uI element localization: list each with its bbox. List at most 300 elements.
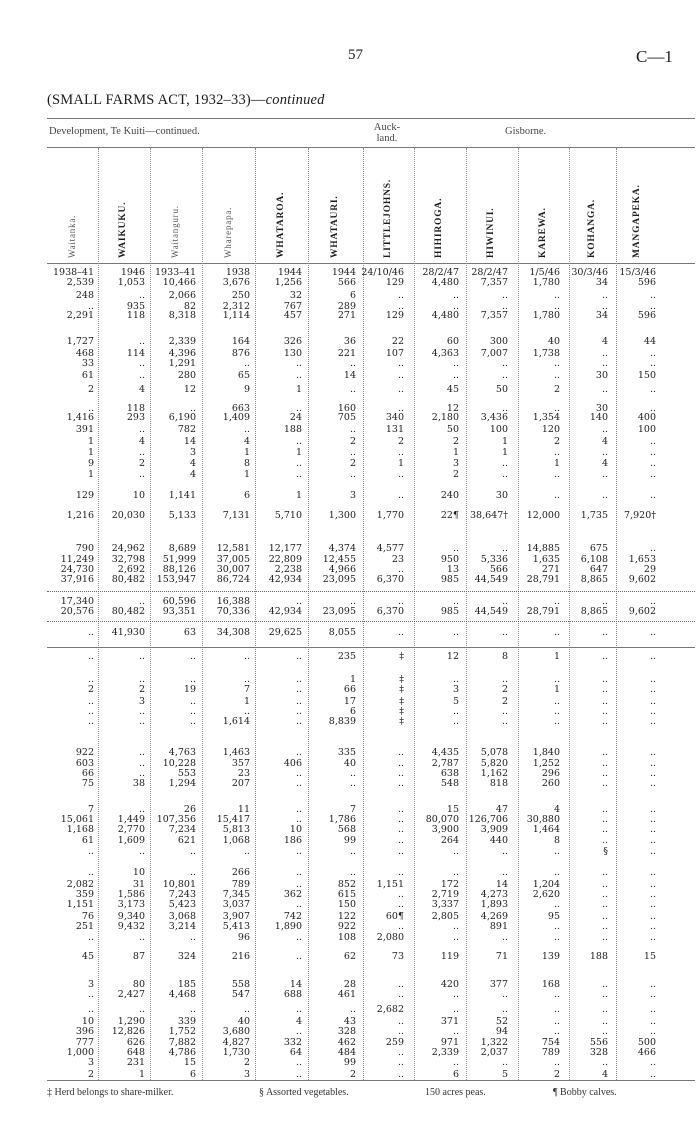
table-cell: ..: [452, 867, 459, 878]
table-cell: 1,786: [328, 814, 356, 825]
table-cell: 30,007: [216, 564, 250, 575]
table-cell: ..: [649, 768, 656, 779]
table-cell: 271: [541, 564, 560, 575]
table-cell: 596: [637, 277, 656, 288]
table-cell: ..: [452, 301, 459, 312]
table-cell: 293: [126, 412, 145, 423]
table-cell: ..: [397, 358, 404, 369]
table-cell: ‡: [399, 651, 404, 662]
table-cell: ..: [501, 627, 508, 638]
table-cell: ..: [553, 627, 560, 638]
table-cell: 2,620: [532, 889, 560, 900]
table-cell: 221: [337, 348, 356, 359]
table-cell: 114: [126, 348, 145, 359]
table-cell: 28,791: [526, 574, 560, 585]
table-cell: ..: [243, 358, 250, 369]
table-cell: 3: [243, 1069, 250, 1080]
table-cell: 64: [289, 1047, 302, 1058]
table-cell: 122: [337, 911, 356, 922]
table-cell: 95: [547, 911, 560, 922]
table-cell: ..: [87, 301, 94, 312]
table-cell: 41,930: [111, 627, 145, 638]
column-divider: [308, 148, 309, 1080]
table-cell: 3: [452, 458, 459, 469]
table-cell: 1: [243, 447, 250, 458]
table-cell: 1938: [225, 267, 250, 278]
table-cell: 118: [126, 403, 145, 414]
subtotal-rule-1: [47, 591, 695, 592]
table-cell: 28/2/47: [471, 267, 508, 278]
table-cell: 1,216: [66, 510, 94, 521]
table-cell: 12,177: [268, 543, 302, 554]
table-cell: ‡: [399, 684, 404, 695]
column-header-10: KAREWA.: [537, 207, 548, 258]
table-cell: 1: [243, 696, 250, 707]
table-cell: ..: [501, 989, 508, 1000]
table-cell: 119: [440, 951, 459, 962]
table-cell: 2: [501, 684, 508, 695]
table-cell: 2,787: [431, 758, 459, 769]
table-cell: ..: [649, 469, 656, 480]
table-cell: 340: [385, 412, 404, 423]
table-cell: 324: [177, 951, 196, 962]
table-cell: ..: [243, 846, 250, 857]
table-cell: ..: [501, 543, 508, 554]
table-cell: ..: [649, 290, 656, 301]
table-cell: 1,653: [628, 554, 656, 565]
table-cell: ..: [295, 469, 302, 480]
table-cell: 4: [553, 804, 560, 815]
table-cell: ..: [452, 989, 459, 1000]
table-cell: 1: [243, 469, 250, 480]
table-cell: ..: [349, 596, 356, 607]
table-cell: 4,269: [480, 911, 508, 922]
table-cell: ..: [295, 436, 302, 447]
table-cell: 1,068: [222, 835, 250, 846]
table-cell: 30: [495, 490, 508, 501]
table-cell: ..: [601, 889, 608, 900]
table-cell: 15: [183, 1057, 196, 1068]
table-cell: ..: [138, 768, 145, 779]
table-cell: 3,900: [431, 824, 459, 835]
table-cell: ..: [138, 290, 145, 301]
table-cell: ..: [349, 469, 356, 480]
table-cell: 153,947: [156, 574, 196, 585]
table-cell: 12: [446, 651, 459, 662]
table-cell: 663: [231, 403, 250, 414]
table-cell: ..: [501, 301, 508, 312]
table-cell: 4: [601, 458, 608, 469]
table-cell: 8,865: [580, 574, 608, 585]
table-cell: 14: [495, 879, 508, 890]
table-cell: ‡: [399, 696, 404, 707]
table-cell: 29,625: [268, 627, 302, 638]
table-cell: ..: [601, 469, 608, 480]
table-cell: 2,682: [376, 1004, 404, 1015]
table-cell: 1: [295, 490, 302, 501]
column-header-3: Waitanguru.: [170, 205, 180, 258]
table-cell: ..: [553, 846, 560, 857]
table-cell: ..: [349, 358, 356, 369]
table-cell: 420: [440, 979, 459, 990]
table-cell: ..: [295, 370, 302, 381]
footnote-bobby-calves: ¶ Bobby calves.: [553, 1087, 617, 1098]
table-cell: 5: [501, 1069, 508, 1080]
table-cell: ..: [649, 758, 656, 769]
table-cell: 231: [126, 1057, 145, 1068]
table-cell: 47: [495, 804, 508, 815]
table-cell: ..: [649, 1016, 656, 1027]
table-cell: 150: [337, 899, 356, 910]
table-cell: 461: [337, 989, 356, 1000]
table-cell: 648: [126, 1047, 145, 1058]
table-cell: 5,820: [480, 758, 508, 769]
table-cell: 2,066: [168, 290, 196, 301]
table-cell: 2: [553, 436, 560, 447]
table-cell: 767: [283, 301, 302, 312]
table-cell: ..: [397, 1026, 404, 1037]
table-cell: 1,463: [222, 747, 250, 758]
table-cell: 1: [397, 458, 404, 469]
table-cell: ..: [649, 921, 656, 932]
table-cell: 30/3/46: [571, 267, 608, 278]
table-cell: 362: [283, 889, 302, 900]
table-cell: 120: [541, 424, 560, 435]
table-cell: 754: [541, 1037, 560, 1048]
table-cell: 6: [452, 1069, 459, 1080]
table-cell: 2: [397, 436, 404, 447]
table-cell: 6: [189, 1069, 196, 1080]
table-cell: 10: [132, 867, 145, 878]
table-cell: 440: [489, 835, 508, 846]
table-cell: ..: [452, 1004, 459, 1015]
table-cell: 1: [295, 447, 302, 458]
table-cell: ..: [189, 696, 196, 707]
table-cell: ‡: [399, 716, 404, 727]
table-cell: ..: [601, 490, 608, 501]
table-cell: 675: [589, 543, 608, 554]
table-title: [47, 92, 325, 109]
table-cell: 1,735: [580, 510, 608, 521]
table-cell: 62: [343, 951, 356, 962]
table-cell: ..: [601, 778, 608, 789]
table-cell: ..: [501, 1004, 508, 1015]
table-cell: ..: [397, 846, 404, 857]
table-cell: 3,907: [222, 911, 250, 922]
table-cell: 248: [75, 290, 94, 301]
table-cell: 2,180: [431, 412, 459, 423]
table-cell: ..: [349, 1004, 356, 1015]
table-cell: ..: [397, 627, 404, 638]
table-cell: 603: [75, 758, 94, 769]
table-cell: 9,602: [628, 606, 656, 617]
table-cell: ..: [649, 447, 656, 458]
table-cell: 7,243: [168, 889, 196, 900]
table-cell: 34: [595, 277, 608, 288]
table-cell: ..: [649, 932, 656, 943]
table-cell: 80,482: [111, 574, 145, 585]
bottom-rule: [47, 1080, 695, 1081]
table-cell: ..: [138, 706, 145, 717]
table-cell: 3,676: [222, 277, 250, 288]
table-title-main: (SMALL FARMS ACT, 1932–33)—: [47, 92, 266, 108]
table-cell: 985: [440, 574, 459, 585]
table-cell: 42,934: [268, 606, 302, 617]
table-cell: ..: [397, 1069, 404, 1080]
table-cell: 34: [595, 310, 608, 321]
table-cell: 11: [237, 804, 250, 815]
table-cell: ..: [601, 879, 608, 890]
table-cell: ..: [189, 932, 196, 943]
column-divider: [150, 148, 151, 1080]
table-cell: ..: [87, 1004, 94, 1015]
table-cell: 129: [385, 277, 404, 288]
table-cell: 6,370: [376, 574, 404, 585]
table-cell: ..: [649, 490, 656, 501]
table-cell: 1,464: [532, 824, 560, 835]
table-cell: ..: [243, 424, 250, 435]
table-cell: ..: [649, 384, 656, 395]
table-cell: 3,337: [431, 899, 459, 910]
table-cell: ..: [601, 1016, 608, 1027]
table-cell: ..: [349, 867, 356, 878]
table-cell: ..: [87, 651, 94, 662]
table-cell: 186: [283, 835, 302, 846]
table-cell: 7,234: [168, 824, 196, 835]
table-cell: 4,374: [328, 543, 356, 554]
table-cell: 328: [337, 1026, 356, 1037]
table-cell: 17,340: [60, 596, 94, 607]
table-cell: 24,730: [60, 564, 94, 575]
table-cell: ..: [295, 778, 302, 789]
table-cell: 2,082: [66, 879, 94, 890]
table-cell: ..: [397, 384, 404, 395]
table-cell: ..: [452, 543, 459, 554]
table-cell: ..: [501, 358, 508, 369]
table-cell: ..: [649, 358, 656, 369]
table-cell: 94: [495, 1026, 508, 1037]
table-cell: 566: [337, 277, 356, 288]
table-cell: 4: [189, 458, 196, 469]
table-cell: ..: [553, 403, 560, 414]
table-cell: ..: [452, 706, 459, 717]
table-cell: ..: [295, 674, 302, 685]
table-cell: 88,126: [162, 564, 196, 575]
table-cell: ..: [452, 674, 459, 685]
table-cell: ..: [295, 804, 302, 815]
table-cell: 4: [601, 1069, 608, 1080]
table-cell: 296: [541, 768, 560, 779]
table-cell: 99: [343, 1057, 356, 1068]
table-cell: ..: [452, 921, 459, 932]
table-cell: 24/10/46: [361, 267, 404, 278]
column-divider: [616, 148, 617, 1080]
table-cell: 2: [553, 384, 560, 395]
table-cell: 96: [237, 932, 250, 943]
table-cell: 4,966: [328, 564, 356, 575]
table-cell: ..: [553, 469, 560, 480]
table-cell: 86,724: [216, 574, 250, 585]
table-cell: ..: [295, 596, 302, 607]
table-cell: 188: [589, 951, 608, 962]
table-cell: ..: [649, 1057, 656, 1068]
table-cell: 44,549: [474, 574, 508, 585]
table-cell: 2: [349, 1069, 356, 1080]
table-cell: 3: [87, 1057, 94, 1068]
table-cell: 4: [243, 436, 250, 447]
table-cell: 28: [343, 979, 356, 990]
table-cell: 131: [385, 424, 404, 435]
column-header-7: LITTLEJOHNS.: [382, 178, 393, 258]
table-cell: 70,336: [216, 606, 250, 617]
table-cell: 14,885: [526, 543, 560, 554]
table-cell: 66: [81, 768, 94, 779]
table-cell: 1,354: [532, 412, 560, 423]
table-cell: 140: [589, 412, 608, 423]
table-cell: 935: [126, 301, 145, 312]
table-cell: 31: [132, 879, 145, 890]
table-cell: ..: [649, 911, 656, 922]
table-cell: 22: [391, 336, 404, 347]
table-cell: ..: [397, 1047, 404, 1058]
table-cell: 1,151: [66, 899, 94, 910]
table-cell: 789: [541, 1047, 560, 1058]
subtotal-rule-2: [47, 621, 695, 622]
table-cell: ..: [397, 370, 404, 381]
table-cell: 466: [637, 1047, 656, 1058]
table-cell: 1: [553, 458, 560, 469]
table-cell: ..: [397, 290, 404, 301]
document-reference: C—1: [636, 47, 673, 66]
table-cell: ..: [601, 835, 608, 846]
top-rule: [47, 118, 695, 119]
table-cell: 26: [183, 804, 196, 815]
table-cell: 7,007: [480, 348, 508, 359]
table-cell: 289: [337, 301, 356, 312]
table-cell: ..: [397, 490, 404, 501]
table-cell: ..: [553, 989, 560, 1000]
table-cell: 15/3/46: [619, 267, 656, 278]
table-cell: 185: [177, 979, 196, 990]
table-cell: 4,273: [480, 889, 508, 900]
table-cell: ..: [649, 403, 656, 414]
table-cell: ..: [397, 747, 404, 758]
table-cell: 73: [391, 951, 404, 962]
table-cell: 28/2/47: [422, 267, 459, 278]
table-cell: 235: [337, 651, 356, 662]
table-cell: 1946: [120, 267, 145, 278]
table-cell: 1,614: [222, 716, 250, 727]
table-cell: ..: [601, 384, 608, 395]
table-cell: ..: [649, 824, 656, 835]
table-cell: 7,345: [222, 889, 250, 900]
table-cell: 99: [343, 835, 356, 846]
table-cell: ..: [553, 706, 560, 717]
table-cell: 647: [589, 564, 608, 575]
table-cell: ..: [243, 674, 250, 685]
table-cell: 22,809: [268, 554, 302, 565]
table-cell: ..: [138, 651, 145, 662]
table-cell: ..: [295, 696, 302, 707]
table-cell: 8,689: [168, 543, 196, 554]
table-cell: 33: [81, 358, 94, 369]
table-cell: ..: [601, 301, 608, 312]
table-cell: 126,706: [468, 814, 508, 825]
table-cell: ..: [649, 651, 656, 662]
table-cell: ..: [601, 1026, 608, 1037]
table-cell: 626: [126, 1037, 145, 1048]
table-cell: 10,466: [162, 277, 196, 288]
table-cell: 168: [541, 979, 560, 990]
table-cell: ..: [553, 447, 560, 458]
table-cell: ..: [138, 932, 145, 943]
table-cell: 359: [75, 889, 94, 900]
table-cell: 1,635: [532, 554, 560, 565]
table-cell: 45: [446, 384, 459, 395]
table-cell: ..: [501, 716, 508, 727]
table-cell: ..: [649, 867, 656, 878]
table-cell: 61: [81, 835, 94, 846]
table-cell: ..: [397, 824, 404, 835]
table-cell: 971: [440, 1037, 459, 1048]
section-rule: [47, 647, 695, 648]
group-gisborne: Gisborne.: [505, 126, 547, 137]
table-cell: 259: [385, 1037, 404, 1048]
table-cell: ..: [501, 1057, 508, 1068]
table-cell: 108: [337, 932, 356, 943]
table-cell: 30,880: [526, 814, 560, 825]
table-cell: 40: [547, 336, 560, 347]
table-cell: 15: [643, 951, 656, 962]
table-cell: 2,719: [431, 889, 459, 900]
table-cell: 4: [601, 436, 608, 447]
table-cell: ..: [295, 1004, 302, 1015]
table-cell: ..: [295, 846, 302, 857]
table-cell: ..: [553, 290, 560, 301]
table-cell: 3: [349, 490, 356, 501]
table-cell: 44,549: [474, 606, 508, 617]
table-cell: ..: [87, 403, 94, 414]
table-cell: 12,581: [216, 543, 250, 554]
table-cell: ..: [397, 768, 404, 779]
table-cell: ..: [189, 403, 196, 414]
table-cell: ..: [87, 867, 94, 878]
table-cell: ..: [397, 596, 404, 607]
table-cell: ..: [452, 358, 459, 369]
table-cell: ..: [601, 684, 608, 695]
table-cell: 891: [489, 921, 508, 932]
table-cell: 1,151: [376, 879, 404, 890]
table-cell: 2: [138, 458, 145, 469]
table-cell: 40: [237, 1016, 250, 1027]
table-cell: ..: [501, 674, 508, 685]
table-cell: 4: [138, 436, 145, 447]
table-cell: 3,037: [222, 899, 250, 910]
table-cell: 20,576: [60, 606, 94, 617]
table-cell: 107: [385, 348, 404, 359]
footnote-peas: 150 acres peas.: [425, 1087, 486, 1098]
table-cell: ..: [501, 867, 508, 878]
table-cell: ..: [553, 490, 560, 501]
table-cell: ..: [138, 370, 145, 381]
table-cell: 790: [75, 543, 94, 554]
table-cell: 1,738: [532, 348, 560, 359]
table-cell: ..: [553, 716, 560, 727]
table-cell: 280: [177, 370, 196, 381]
table-cell: 28,791: [526, 606, 560, 617]
table-cell: ..: [138, 804, 145, 815]
table-cell: ..: [501, 403, 508, 414]
